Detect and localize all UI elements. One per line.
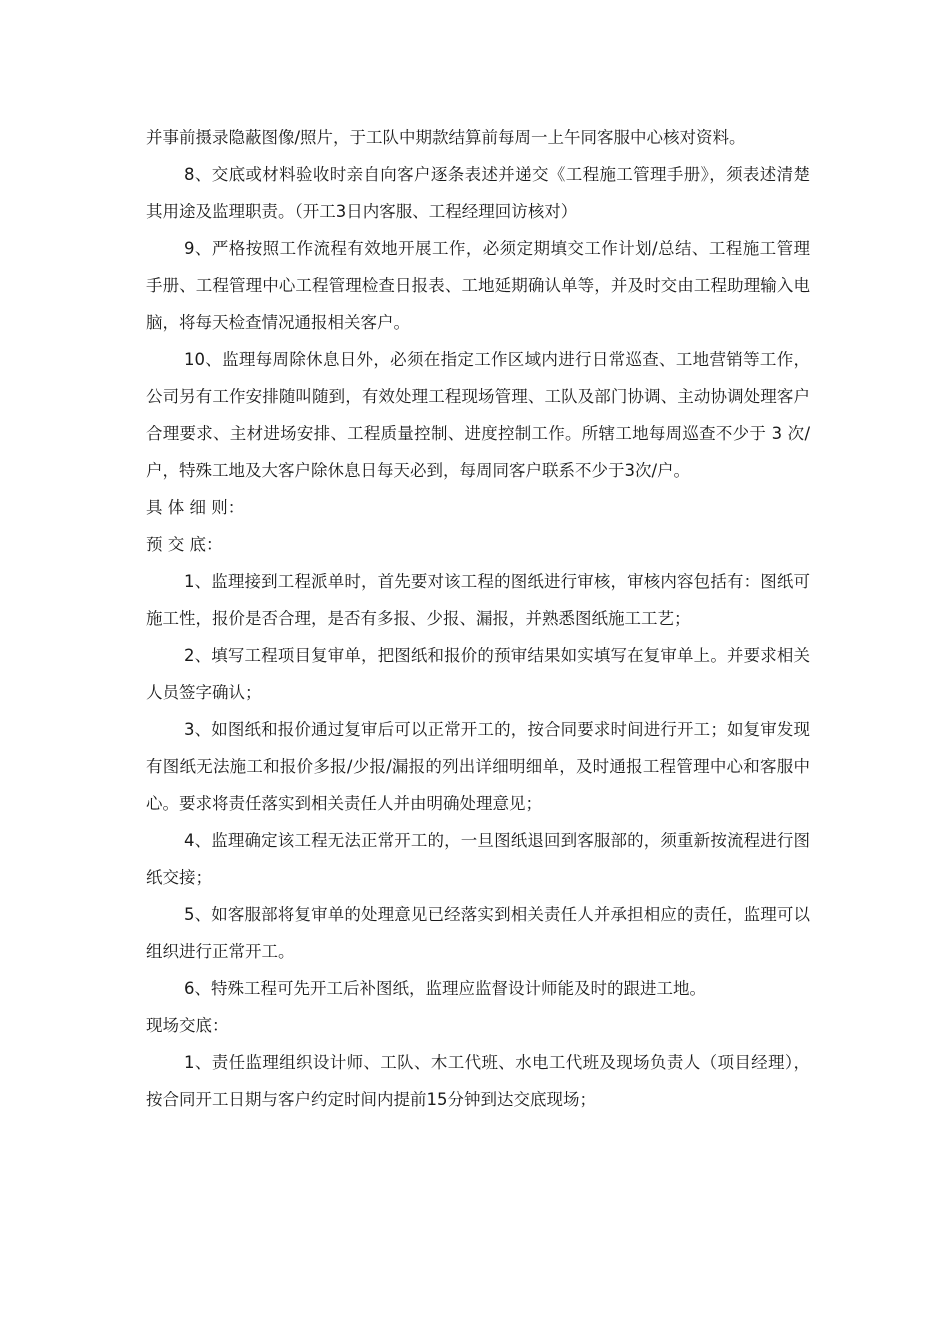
pre-briefing-item-2: 2、填写工程项目复审单，把图纸和报价的预审结果如实填写在复审单上。并要求相关人员签字确认； — [146, 646, 810, 702]
pre-briefing-item-1: 1、监理接到工程派单时，首先要对该工程的图纸进行审核，审核内容包括有：图纸可施工性，报价是否合理，是否有多报、少报、漏报，并熟悉图纸施工工艺； — [146, 572, 810, 628]
section-heading-details: 具 体 细 则： — [146, 498, 245, 517]
section-heading-site-briefing: 现场交底： — [146, 1016, 229, 1035]
paragraph-item-10: 10、监理每周除休息日外，必须在指定工作区域内进行日常巡查、工地营销等工作，公司另有工作安排随叫随到，有效处理工程现场管理、工队及部门协调、主动协调处理客户合理要求、主材进场安排、工程质量控制、进度控制工作。所辖工地每周巡查不少于 3 次/户，特殊工地及大客户除休息日每天必到，每周同客户联系不少于3次/户。 — [146, 350, 810, 480]
pre-briefing-item-6: 6、特殊工程可先开工后补图纸，监理应监督设计师能及时的跟进工地。 — [184, 979, 706, 998]
pre-briefing-item-4: 4、监理确定该工程无法正常开工的，一旦图纸退回到客服部的，须重新按流程进行图纸交接； — [146, 831, 810, 887]
paragraph-item-9: 9、严格按照工作流程有效地开展工作，必须定期填交工作计划/总结、工程施工管理手册、工程管理中心工程管理检查日报表、工地延期确认单等，并及时交由工程助理输入电脑，将每天检查情况通报相关客户。 — [146, 239, 810, 332]
document-body — [146, 119, 810, 1118]
paragraph-item-8: 8、交底或材料验收时亲自向客户逐条表述并递交《工程施工管理手册》，须表述清楚其用途及监理职责。（开工3日内客服、工程经理回访核对） — [146, 165, 810, 221]
section-heading-pre-briefing: 预 交 底： — [146, 535, 223, 554]
pre-briefing-item-5: 5、如客服部将复审单的处理意见已经落实到相关责任人并承担相应的责任，监理可以组织进行正常开工。 — [146, 905, 810, 961]
pre-briefing-item-3: 3、如图纸和报价通过复审后可以正常开工的，按合同要求时间进行开工；如复审发现有图纸无法施工和报价多报/少报/漏报的列出详细明细单，及时通报工程管理中心和客服中心。要求将责任落实到相关责任人并由明确处理意见； — [146, 720, 810, 813]
site-briefing-item-1: 1、责任监理组织设计师、工队、木工代班、水电工代班及现场负责人（项目经理），按合同开工日期与客户约定时间内提前15分钟到达交底现场； — [146, 1053, 810, 1109]
paragraph-continuation: 并事前摄录隐蔽图像/照片，于工队中期款结算前每周一上午同客服中心核对资料。 — [146, 128, 746, 147]
